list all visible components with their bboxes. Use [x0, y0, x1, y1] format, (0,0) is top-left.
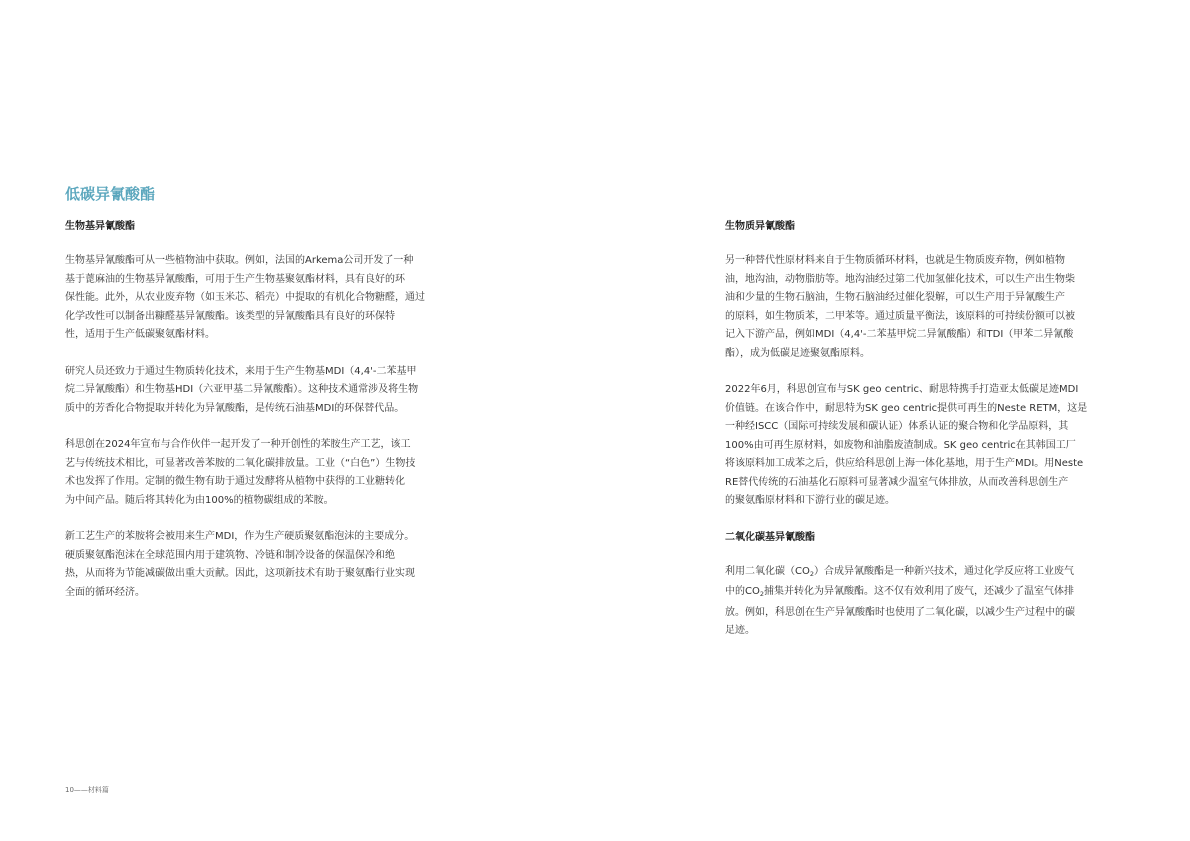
text-line: 研究人员还致力于通过生物质转化技术，来用于生产生物基MDI（4,4'-二苯基甲: [65, 365, 417, 377]
text-line: 基于蓖麻油的生物基异氰酸酯，可用于生产生物基聚氨酯材料，具有良好的环: [65, 273, 405, 285]
subscript: 2: [759, 590, 764, 598]
subheading-biomass-isocyanate: 生物质异氰酸酯: [725, 221, 795, 232]
text-line: 全面的循环经济。: [65, 586, 145, 598]
text-line: 油，地沟油，动物脂肪等。地沟油经过第二代加氢催化技术，可以生产出生物柴: [725, 273, 1075, 285]
text-line: 化学改性可以制备出糠醛基异氰酸酯。该类型的异氰酸酯具有良好的环保特: [65, 310, 395, 322]
text-line: 记入下游产品，例如MDI（4,4'-二苯基甲烷二异氰酸酯）和TDI（甲苯二异氰酸: [725, 329, 1074, 340]
text-fragment: 利用二氧化碳（CO: [725, 565, 810, 577]
text-fragment: ）合成异氰酸酯是一种新兴技术，通过化学反应将工业废气: [814, 565, 1074, 577]
text-line: 100%由可再生原材料，如废物和油脂废渣制成。SK geo centric在其韩国工厂: [725, 439, 1076, 451]
text-line: [725, 583, 1103, 604]
paragraph: [725, 252, 1103, 363]
text-line: 新工艺生产的苯胺将会被用来生产MDI，作为生产硬质聚氨酯泡沫的主要成分。: [65, 531, 415, 542]
text-line: 烷二异氰酸酯）和生物基HDI（六亚甲基二异氰酸酯）。这种技术通常涉及将生物: [65, 384, 419, 395]
text-line: 一种经ISCC（国际可持续发展和碳认证）体系认证的聚合物和化学品原料，其: [725, 421, 1069, 432]
text-line: 的原料，如生物质苯，二甲苯等。通过质量平衡法，该原料的可持续份额可以被: [725, 310, 1075, 322]
paragraph: [65, 528, 443, 602]
text-line: 保性能。此外，从农业废弃物（如玉米芯、稻壳）中提取的有机化合物糖醛，通过: [65, 292, 425, 303]
text-line: 性，适用于生产低碳聚氨酯材料。: [65, 329, 215, 340]
paragraph: [725, 381, 1103, 511]
paragraph: [65, 363, 443, 419]
text-line: 生物基异氰酸酯可从一些植物油中获取。例如，法国的Arkema公司开发了一种: [65, 255, 414, 266]
paragraph: [65, 252, 443, 345]
text-line: 术也发挥了作用。定制的微生物有助于通过发酵将从植物中获得的工业糖转化: [65, 476, 405, 487]
text-line: 价值链。在该合作中，耐思特为SK geo centric提供可再生的Neste RETM，这是: [725, 402, 1088, 414]
text-line: 科思创在2024年宣布与合作伙伴一起开发了一种开创性的苯胺生产工艺，该工: [65, 439, 411, 450]
text-line: 将该原料加工成苯之后，供应给科思创上海一体化基地，用于生产MDI。用Neste: [725, 458, 1084, 469]
text-fragment: 中的CO: [725, 586, 760, 597]
text-line: 2022年6月，科思创宣布与SK geo centric、耐思特携手打造亚太低碳足迹MDI: [725, 384, 1079, 395]
left-column: [65, 218, 443, 620]
text-line: 足迹。: [725, 625, 755, 636]
text-fragment: 捕集并转化为异氰酸酯。这不仅有效利用了废气，还减少了温室气体排: [764, 586, 1074, 597]
text-line: 质中的芳香化合物提取并转化为异氰酸酯，是传统石油基MDI的环保替代品。: [65, 402, 405, 414]
section-title: 低碳异氰酸酯: [65, 185, 156, 203]
subheading-co2-based-isocyanate: 二氧化碳基异氰酸酯: [725, 531, 815, 543]
text-line: 油和少量的生物石脑油，生物石脑油经过催化裂解，可以生产用于异氰酸生产: [725, 292, 1065, 303]
text-line: RE替代传统的石油基化石原料可显著减少温室气体排放，从而改善科思创生产: [725, 476, 1069, 488]
subheading-bio-based-isocyanate: 生物基异氰酸酯: [65, 221, 135, 232]
page-footer: 10——材料篇: [65, 786, 109, 794]
text-line: 放。例如，科思创在生产异氰酸酯时也使用了二氧化碳，以减少生产过程中的碳: [725, 606, 1075, 618]
text-line: 为中间产品。随后将其转化为由100%的植物碳组成的苯胺。: [65, 494, 334, 506]
text-line: [725, 563, 1103, 584]
right-column: [725, 218, 1103, 659]
text-line: 艺与传统技术相比，可显著改善苯胺的二氧化碳排放量。工业（“白色”）生物技: [65, 457, 416, 469]
subscript: 2: [809, 569, 814, 578]
text-line: 另一种替代性原材料来自于生物质循环材料，也就是生物质废弃物，例如植物: [725, 255, 1065, 266]
text-line: 的聚氨酯原材料和下游行业的碳足迹。: [725, 495, 895, 506]
text-line: 酯），成为低碳足迹聚氨酯原料。: [725, 347, 870, 359]
paragraph: [65, 436, 443, 510]
text-line: 热，从而将为节能减碳做出重大贡献。因此，这项新技术有助于聚氨酯行业实现: [65, 568, 415, 579]
paragraph: [725, 563, 1103, 641]
text-line: 硬质聚氨酯泡沫在全球范围内用于建筑物、冷链和制冷设备的保温保冷和绝: [65, 549, 395, 561]
